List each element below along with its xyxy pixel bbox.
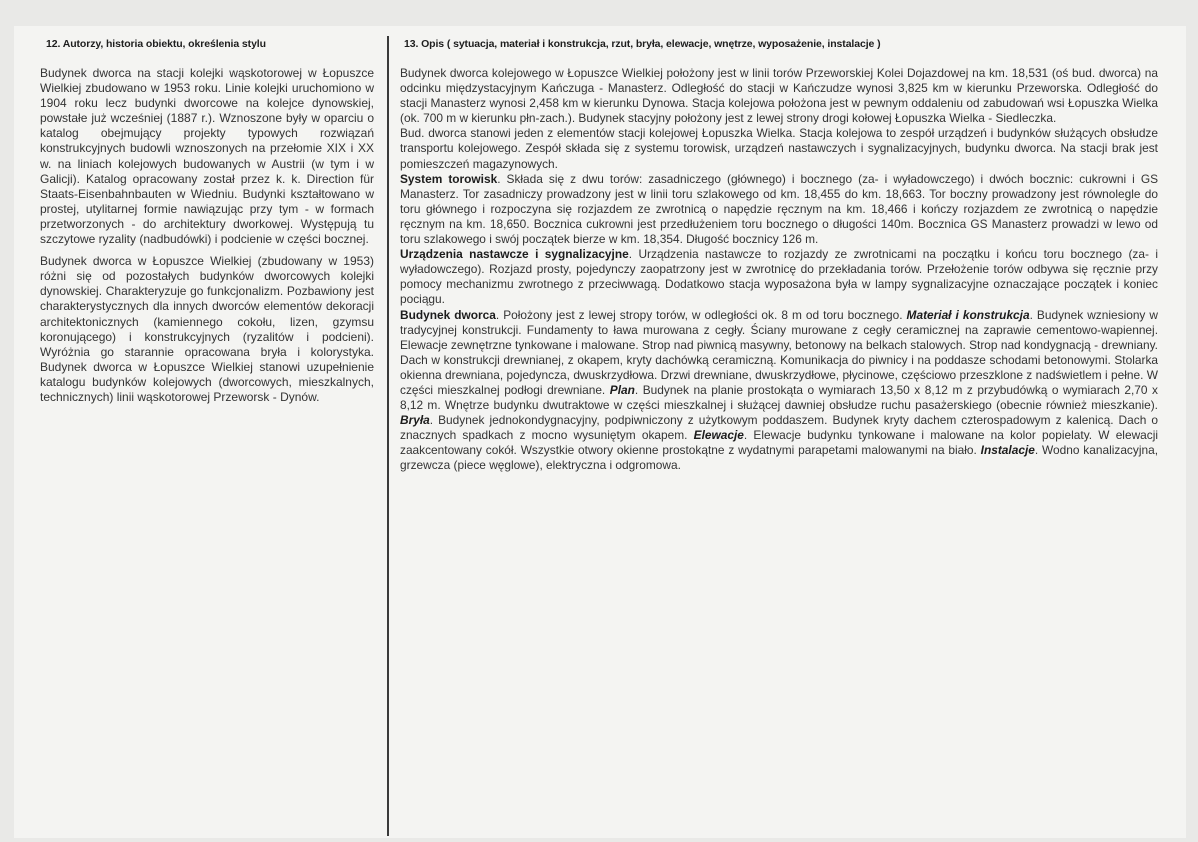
building-text-b: . Budynek wzniesiony w tradycyjnej konstrukcji. Fundamenty to ława murowana z cegły. Ściany murowane z cegły ceramicznej na zaprawie cementowo-wapiennej. Elewacje zewnętrzne tynkowane i malowane. Strop nad piwnicą masywny, betonowy na belkach stalowych. Strop nad kondygnacją - drewniany. Dach w konstrukcji drewnianej, z okapem, kryty dachówką ceramiczną. Komunikacja do piwnicy i na poddasze schodami betonowymi. Stolarka okienna drewniana, pojedyncza, dwuskrzydłowa. Drzwi drewniane, dwuskrzydłowe, płycinowe, częściowo przeszklone z nadświetlem i pełne. W części mieszkalnej podłogi drewniane. (400, 307, 1158, 397)
station-paragraph: Bud. dworca stanowi jeden z elementów stacji kolejowej Łopuszka Wielka. Stacja kolejowa to zespół urządzeń i budynków służących obsłudze transportu kolejowego. Zespół składa się z systemu torowisk, urządzeń nastawczych i sygnalizacyjnych, budynku dworca. Na stacji brak jest pomieszczeń magazynowych. (400, 126, 1158, 171)
track-system-paragraph (400, 172, 1158, 247)
location-paragraph: Budynek dworca kolejowego w Łopuszce Wielkiej położony jest w linii torów Przeworskiej Kolei Dojazdowej na km. 18,531 (oś bud. dworca) na odcinku międzystacyjnym Kańczuga - Manasterz. Odległość do stacji w Kańczudze wynosi 3,825 km w kierunku Przeworska. Odległość do stacji Manasterz wynosi 2,458 km w kierunku Dynowa. Stacja kolejowa położona jest w pewnym oddaleniu od zabudowań wsi Łopuszka Wielka (ok. 700 m w kierunku płn-zach.). Budynek stacyjny położony jest z lewej strony drogi kołowej Łopuszka Wielka - Siedleczka. (400, 66, 1158, 126)
material-title: Materiał i konstrukcja (906, 307, 1030, 322)
building-text-c: . Budynek na planie prostokąta o wymiarach 13,50 x 8,12 m z przybudówką o wymiarach 2,70 x 8,12 m. Wnętrze budynku dwutraktowe w części mieszkalnej i służącej dawniej obsłudze ruchu pasażerskiego (obecnie również mieszkanie). (400, 382, 1158, 413)
building-text-a: . Położony jest z lewej stropy torów, w odległości ok. 8 m od toru bocznego. (495, 307, 907, 322)
building-text-d: . Budynek jednokondygnacyjny, podpiwniczony z użytkowym poddaszem. Budynek kryty dachem czterospadowym z kalenicą. Dach o znacznych spadkach z mocno wysuniętym okapem. (400, 413, 1158, 443)
section-13 (400, 38, 1158, 474)
track-system-title: System torowisk (400, 171, 498, 186)
section-12-heading: 12. Autorzy, historia obiektu, określenia stylu (46, 38, 266, 50)
bryla-title: Bryła (400, 413, 430, 428)
column-divider (387, 36, 389, 836)
building-paragraph (400, 308, 1158, 474)
building-title: Budynek dworca (400, 307, 496, 322)
signalling-title: Urządzenia nastawcze i sygnalizacyjne (400, 247, 629, 262)
signalling-paragraph (400, 247, 1158, 307)
installations-title: Instalacje (980, 443, 1035, 458)
signalling-text: . Urządzenia nastawcze to rozjazdy ze zwrotnicami na początku i końcu toru bocznego (za- i wyładowczego). Rozjazd prosty, pojedynczy zaopatrzony jest w zwrotnicę do przekładania torów. Przełożenie torów odbywa się ręcznie przy pomocy mechanizmu zwrotnego z przeciwwagą. Dodatkowo stacja wyposażona była w lampy sygnalizacyjne oznaczające początek i koniec pociągu. (400, 247, 1158, 307)
section-13-heading: 13. Opis ( sytuacja, materiał i konstrukcja, rzut, bryła, elewacje, wnętrze, wyposażenie, instalacje ) (404, 38, 881, 50)
plan-title: Plan (609, 382, 635, 397)
building-text-e: . Elewacje budynku tynkowane i malowane na kolor popielaty. W elewacji zaakcentowany cokół. Wszystkie otwory okienne prostokątne z wydatnymi parapetami malowanymi na biało. (400, 428, 1158, 458)
track-system-text: . Składa się z dwu torów: zasadniczego (głównego) i bocznego (za- i wyładowczego) i dwóch bocznic: cukrowni i GS Manasterz. Tor zasadniczy prowadzony jest w linii toru szlakowego od km. 18,455 do km. 18,663. Tor boczny prowadzony jest równolegle do toru głównego i rozpoczyna się rozjazdem ze zwrotnicą o napędzie ręcznym na km. 18,466 i kończy rozjazdem ze zwrotnicą o napędzie ręcznym na km. 18,650. Bocznica cukrowni jest przedłużeniem toru bocznego o długości 140m. Bocznica GS Manasterz prowadzi w lewo od toru szlakowego i swój początek bierze w km. 18,354. Długość bocznicy 126 m. (400, 171, 1159, 247)
elevations-title: Elewacje (693, 428, 744, 443)
building-text-f: . Wodno kanalizacyjna, grzewcza (piece węglowe), elektryczna i odgromowa. (400, 443, 1158, 473)
section-12-paragraph-2: Budynek dworca w Łopuszce Wielkiej (zbudowany w 1953) różni się od pozostałych budynków dworcowych kolejki dynowskiej. Charakteryzuje go funkcjonalizm. Pozbawiony jest charakterystycznych dla innych dworców elementów dekoracji architektonicznych (kamiennego cokołu, lizen, gzymsu koronującego) i konstrukcyjnych (ryzalitów i podcieni). Wyróżnia go starannie opracowana bryła i kolorystyka. Budynek dworca w Łopuszce Wielkiej stanowi uzupełnienie katalogu budynków kolejowych (dworcowych, mieszkalnych, technicznych) linii wąskotorowej Przeworsk - Dynów. (40, 254, 374, 404)
section-12 (40, 38, 374, 412)
section-12-paragraph-1: Budynek dworca na stacji kolejki wąskotorowej w Łopuszce Wielkiej zbudowano w 1953 roku. Linie kolejki uruchomiono w 1904 roku lecz budynki dworcowe na kolejce dynowskiej, powstałe już wcześniej (1887 r.). Wznoszone były w oparciu o katalog obejmujący projekty typowych rozwiązań konstrukcyjnych budowli wznoszonych na przełomie XIX i XX w. na liniach kolejowych budowanych w Austrii (w tym i w Galicji). Katalog opracowany został przez k. k. Direction für Staats-Eisenbahnbauten w Wiedniu. Budynki kształtowano w prostej, utylitarnej formie nawiązując przy tym - w formach przetworzonych - do architektury dworkowej. Występują tu szczytowe ryzality (nadbudówki) i podcienie w części bocznej. (40, 66, 374, 247)
